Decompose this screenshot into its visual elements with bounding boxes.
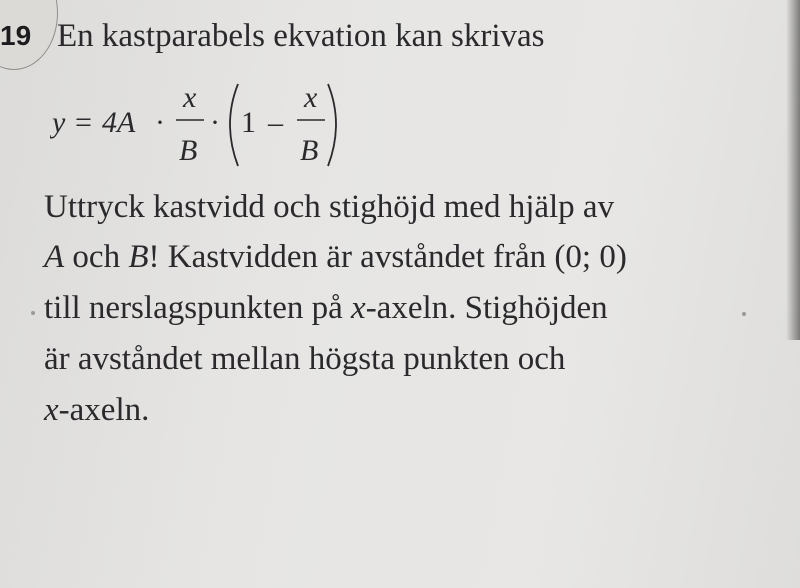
problem-number: 19 bbox=[0, 20, 32, 51]
body-line-3 bbox=[44, 287, 608, 329]
body-line-2-rest: ! Kastvidden är avståndet från (0; 0) bbox=[148, 239, 627, 275]
body-line-1: Uttryck kastvidd och stighöjd med hjälp av bbox=[44, 189, 615, 225]
fraction2-numerator: x bbox=[304, 81, 318, 114]
problem-intro: En kastparabels ekvation kan skrivas bbox=[57, 18, 545, 54]
body-line-5-rest: -axeln. bbox=[58, 392, 150, 428]
variable-x: x bbox=[351, 290, 366, 326]
body-line-4: är avståndet mellan högsta punkten och bbox=[44, 341, 566, 377]
body-line-5 bbox=[44, 389, 149, 431]
variable-b: B bbox=[128, 239, 149, 275]
equation-dot-2: · bbox=[210, 106, 220, 139]
page-edge-shadow bbox=[786, 0, 800, 340]
equation-equals: = bbox=[75, 106, 92, 139]
body-line-2 bbox=[44, 236, 627, 278]
right-parenthesis bbox=[328, 84, 336, 166]
fraction1-numerator: x bbox=[183, 81, 197, 114]
equation-y: y bbox=[52, 106, 66, 139]
equation-one: 1 bbox=[241, 106, 256, 139]
variable-a: A bbox=[44, 239, 65, 275]
body-line-3-rest: -axeln. Stighöjden bbox=[365, 290, 608, 326]
parabola-equation bbox=[50, 78, 350, 178]
left-parenthesis bbox=[230, 84, 238, 166]
equation-graphic bbox=[50, 78, 350, 178]
fraction1-denominator: B bbox=[179, 134, 198, 167]
equation-dot-1: · bbox=[155, 106, 165, 139]
variable-x-2: x bbox=[44, 392, 59, 428]
margin-dot bbox=[31, 311, 35, 315]
margin-dot-right bbox=[742, 312, 746, 316]
body-line-3-start: till nerslagspunkten på bbox=[44, 290, 352, 326]
equation-minus: – bbox=[268, 106, 283, 139]
equation-4a: 4A bbox=[102, 106, 136, 139]
fraction2-denominator: B bbox=[300, 134, 319, 167]
word-och: och bbox=[64, 239, 129, 275]
